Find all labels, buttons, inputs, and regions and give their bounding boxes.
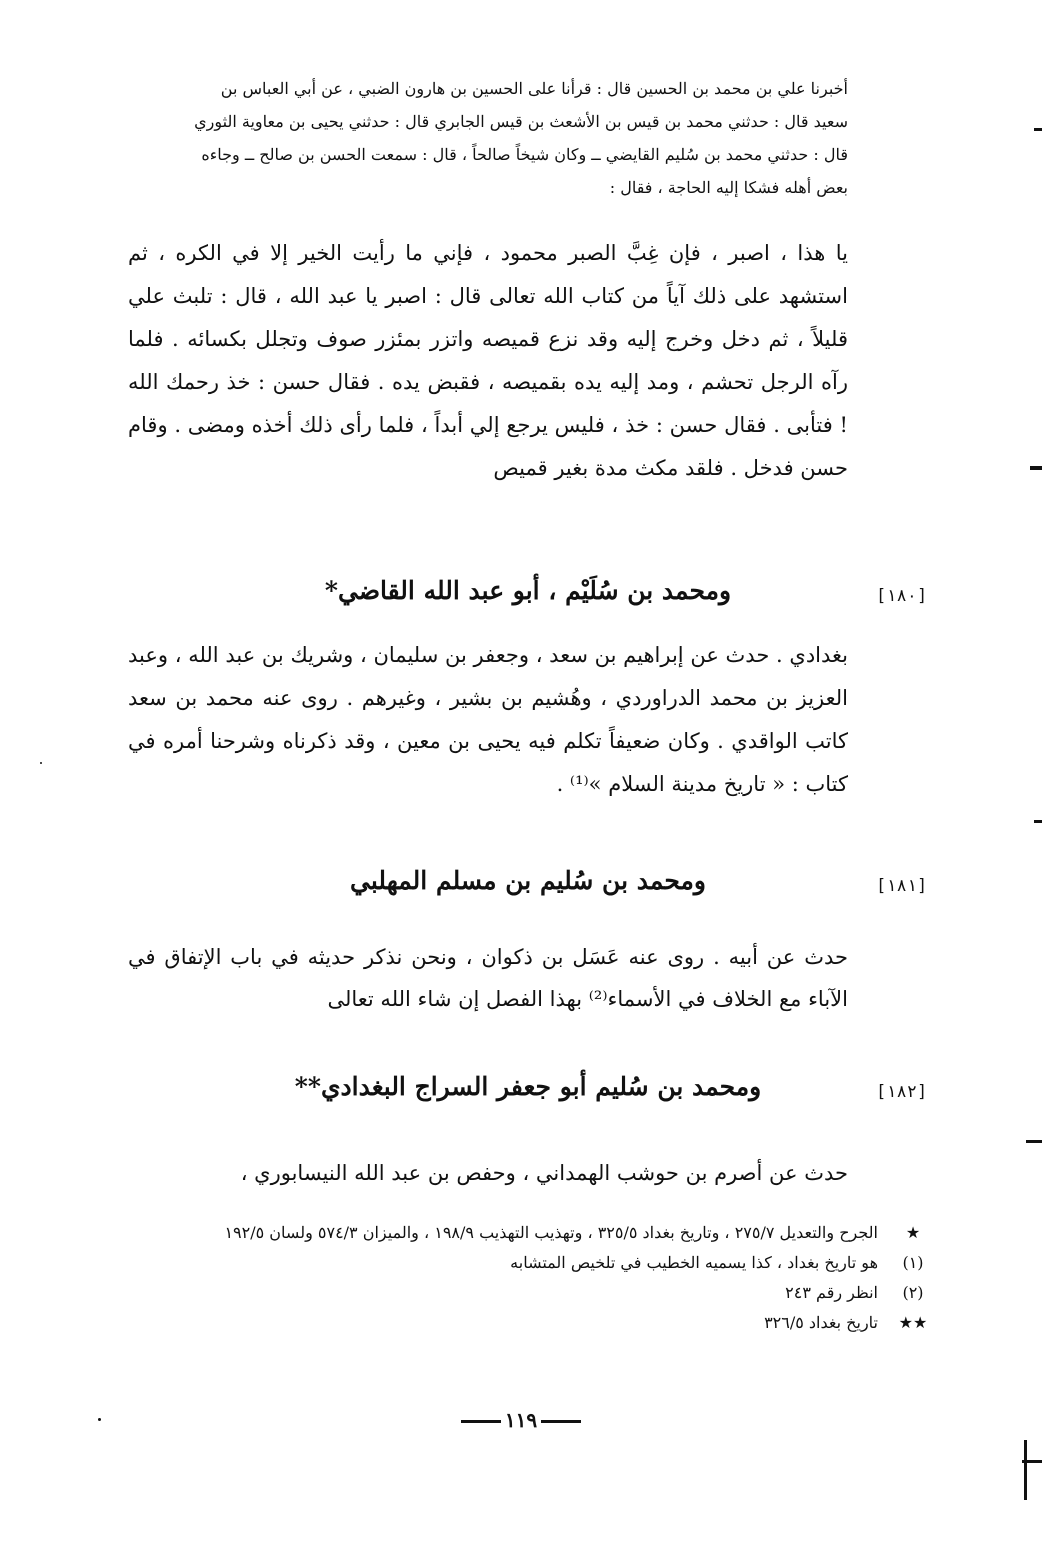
page-number: ١١٩ xyxy=(504,1408,538,1432)
entry-heading xyxy=(128,570,928,620)
narrative-text: يا هذا ، اصبر ، فإن غِبَّ الصبر محمود ، فإني ما رأيت الخير إلا في الكره ، ثم استشهد على ذلك آياً من كتاب الله تعالى قال : اصبر يا عبد الله ، قال : تلبث علي قليلاً ، ثم دخل وخرج إليه وقد نزع قميصه واتزر بمئزر صوف وتجلل بكسائه . فلما رآه الرجل تحشم ، ومد إليه يده بقميصه ، فقبض يده . فقال حسن : خذ رحمك الله ! فتأبى . فقال حسن : خذ ، فليس يرجع إلي أبداً ، فلما رأى ذلك أخذه ومضى . وقام حسن فدخل . فلقد مكث مدة بغير قميص xyxy=(128,241,848,480)
entry-title: ومحمد بن سُلَيْم ، أبو عبد الله القاضي* xyxy=(324,576,732,605)
scan-dust xyxy=(98,1418,101,1421)
scan-edge-mark xyxy=(1034,128,1042,131)
scan-edge-mark xyxy=(1024,1440,1027,1500)
footnote-text: انظر رقم ٢٤٣ xyxy=(785,1283,878,1302)
footnote-text: الجرح والتعديل ٢٧٥/٧ ، وتاريخ بغداد ٣٢٥/٥ ، وتهذيب التهذيب ١٩٨/٩ ، والميزان ٥٧٤/٣ ولسان ١٩٢/٥ xyxy=(224,1223,878,1242)
entry-text: حدث عن أصرم بن حوشب الهمداني ، وحفص بن عبد الله النيسابوري ، xyxy=(240,1161,848,1185)
scan-dust xyxy=(40,762,42,764)
isnad-line: قال : حدثني محمد بن سُليم القايضي ــ وكان شيخاً صالحاً ، قال : سمعت الحسن بن صالح ــ وجاءه xyxy=(201,145,848,164)
scan-edge-mark xyxy=(1026,1140,1042,1143)
isnad-line: أخبرنا علي بن محمد بن الحسين قال : قرأنا على الحسين بن هارون الضبي ، عن أبي العباس بن xyxy=(220,79,848,98)
footnote xyxy=(128,1218,933,1248)
entry-number: [١٨١] xyxy=(876,876,928,896)
entry-body xyxy=(128,1152,848,1195)
entry-body xyxy=(128,634,848,806)
entry-number: [١٨٠] xyxy=(876,586,928,606)
entry-text: حدث عن أبيه . روى عنه عَسَل بن ذكوان ، ونحن نذكر حديثه في باب الإتفاق في الآباء مع الخلاف في الأسماء⁽²⁾ بهذا الفصل إن شاء الله تعالى xyxy=(128,945,848,1011)
footnote xyxy=(128,1308,933,1338)
entry-text: بغدادي . حدث عن إبراهيم بن سعد ، وجعفر بن سليمان ، وشريك بن عبد الله ، وعبد العزيز بن محمد الدراوردي ، وهُشيم بن بشير ، وغيرهم . روى عنه محمد بن سعد كاتب الواقدي . وكان ضعيفاً تكلم فيه يحيى بن معين ، وقد ذكرناه وشرحنا أمره في كتاب : « تاريخ مدينة السلام »⁽¹⁾ . xyxy=(128,643,848,796)
footnote xyxy=(128,1248,933,1278)
footnote-mark: ★★ xyxy=(898,1313,928,1332)
entry-title: ومحمد بن سُليم أبو جعفر السراج البغدادي** xyxy=(294,1072,762,1101)
footnote-mark: (١) xyxy=(902,1253,924,1272)
isnad-block xyxy=(128,72,848,204)
entry-heading xyxy=(128,1066,928,1116)
page-number-dash xyxy=(461,1420,501,1423)
footnote xyxy=(128,1278,933,1308)
isnad-line: بعض أهله فشكا إليه الحاجة ، فقال : xyxy=(609,178,848,197)
entry-body xyxy=(128,936,848,1020)
footnote-mark: (٢) xyxy=(902,1283,924,1302)
entry-heading xyxy=(128,860,928,910)
narrative-block xyxy=(128,232,848,490)
page-number-dash xyxy=(541,1420,581,1423)
scan-edge-mark xyxy=(1030,466,1042,470)
isnad-line: سعيد قال : حدثني محمد بن قيس بن الأشعث بن قيس الجابري قال : حدثني يحيى بن معاوية الثوري xyxy=(194,112,848,131)
footnotes xyxy=(128,1218,933,1338)
footnote-text: هو تاريخ بغداد ، كذا يسميه الخطيب في تلخيص المتشابه xyxy=(510,1253,878,1272)
entry-title: ومحمد بن سُليم بن مسلم المهلبي xyxy=(350,866,706,895)
footnote-text: تاريخ بغداد ٣٢٦/٥ xyxy=(764,1313,878,1332)
footnote-mark: ★ xyxy=(905,1223,921,1242)
page-number-line xyxy=(0,1408,1042,1432)
scan-edge-mark xyxy=(1034,820,1042,823)
entry-number: [١٨٢] xyxy=(876,1082,928,1102)
